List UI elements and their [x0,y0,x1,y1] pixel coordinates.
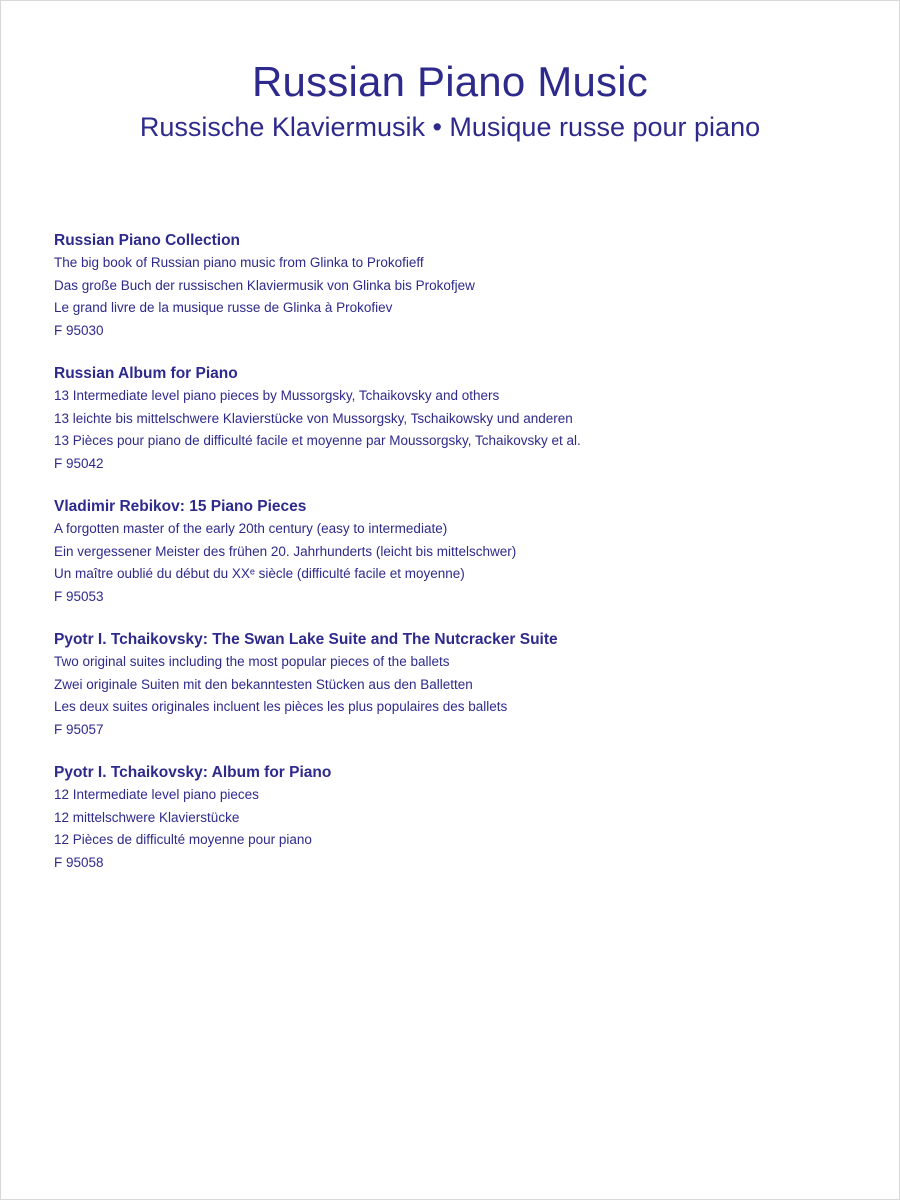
entry-description-en: The big book of Russian piano music from Glinka to Prokofieff [54,255,424,270]
entry-description-fr: Les deux suites originales incluent les pièces les plus populaires des ballets [54,699,508,714]
catalog-entry [54,230,854,342]
page-header [0,56,900,144]
entry-catalog-number: F 95057 [54,721,104,737]
catalog-list [54,230,854,895]
entry-title: Russian Album for Piano [54,365,238,382]
entry-description-fr: Un maître oublié du début du XXᵉ siècle (difficulté facile et moyenne) [54,566,465,581]
page-subtitle: Russische Klaviermusik • Musique russe pour piano [139,112,761,142]
entry-description-en: 13 Intermediate level piano pieces by Mussorgsky, Tchaikovsky and others [54,388,500,403]
entry-description-en: A forgotten master of the early 20th century (easy to intermediate) [54,521,448,536]
entry-description-fr: Le grand livre de la musique russe de Glinka à Prokofiev [54,300,393,315]
catalog-entry [54,363,854,475]
entry-title: Pyotr I. Tchaikovsky: Album for Piano [54,764,332,781]
entry-description-de: Ein vergessener Meister des frühen 20. Jahrhunderts (leicht bis mittelschwer) [54,543,517,559]
entry-description-de: Zwei originale Suiten mit den bekanntesten Stücken aus den Balletten [54,676,473,692]
entry-description-fr: 13 Pièces pour piano de difficulté facile et moyenne par Moussorgsky, Tchaikovsky et al. [54,433,581,448]
entry-catalog-number: F 95042 [54,455,104,471]
entry-description-fr: 12 Pièces de difficulté moyenne pour piano [54,832,312,847]
entry-title: Pyotr I. Tchaikovsky: The Swan Lake Suite and The Nutcracker Suite [54,631,558,648]
entry-description-de: 13 leichte bis mittelschwere Klavierstücke von Mussorgsky, Tschaikowsky und anderen [54,410,573,426]
entry-catalog-number: F 95053 [54,588,104,604]
entry-catalog-number: F 95030 [54,322,104,338]
entry-description-en: 12 Intermediate level piano pieces [54,787,259,802]
entry-description-en: Two original suites including the most popular pieces of the ballets [54,654,450,669]
page-title: Russian Piano Music [252,58,648,105]
catalog-entry [54,762,854,874]
entry-title: Russian Piano Collection [54,232,241,249]
entry-catalog-number: F 95058 [54,854,104,870]
entry-description-de: 12 mittelschwere Klavierstücke [54,809,240,825]
entry-description-de: Das große Buch der russischen Klaviermusik von Glinka bis Prokofjew [54,277,475,293]
catalog-entry [54,629,854,741]
entry-title: Vladimir Rebikov: 15 Piano Pieces [54,498,307,515]
catalog-entry [54,496,854,608]
